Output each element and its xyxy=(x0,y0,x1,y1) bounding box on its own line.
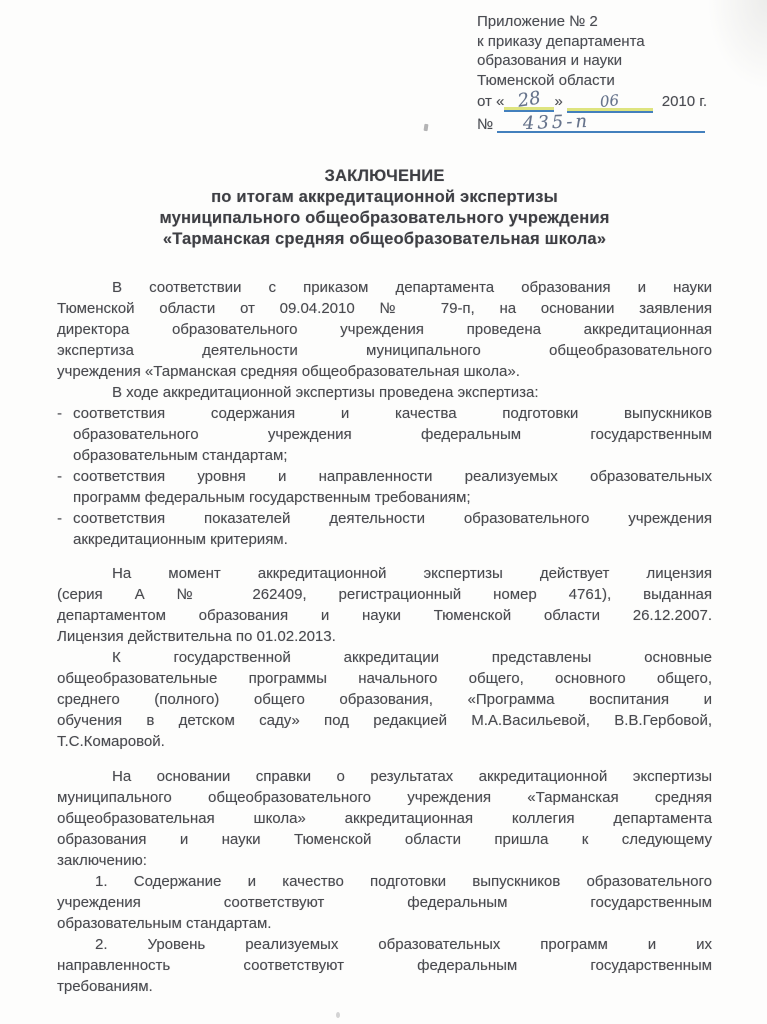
title-line: «Тарманская средняя общеобразовательная школа» xyxy=(162,230,607,248)
paragraph-line: 1. Содержание и качество подготовки выпускников образовательного xyxy=(95,873,712,890)
date-year: 2010 г. xyxy=(661,93,708,111)
list-item-line: соответствия уровня и направленности реализуемых образовательных xyxy=(73,468,712,485)
title-line: ЗАКЛЮЧЕНИЕ xyxy=(324,167,445,185)
appendix-header-block xyxy=(477,12,759,135)
appendix-line: образования и науки xyxy=(477,52,623,70)
paragraph-line: директора образовательного учреждения проведена аккредитационная xyxy=(57,321,712,338)
paragraph-line: На основании справки о результатах аккредитационной экспертизы xyxy=(112,768,712,785)
list-item-line: программ федеральным государственным требованиям; xyxy=(73,489,471,506)
paragraph-line: В ходе аккредитационной экспертизы проведена экспертиза: xyxy=(112,384,539,401)
paragraph-conclusion-1 xyxy=(57,871,712,934)
paragraph-line: общеобразовательная школа» аккредитационная коллегия департамента xyxy=(57,810,712,827)
title-line: по итогам аккредитационной экспертизы xyxy=(211,188,558,206)
paragraph-license xyxy=(57,563,712,647)
paragraph-programs xyxy=(57,647,712,752)
paragraph-line: учреждения «Тарманская средняя общеобразовательная школа». xyxy=(57,363,520,380)
date-day-blank xyxy=(504,87,554,113)
appendix-line: Тюменской области xyxy=(477,71,615,89)
paragraph-line: требованиям. xyxy=(57,978,153,995)
paragraph-conclusion-2 xyxy=(57,934,712,997)
list-item xyxy=(57,403,712,466)
paragraph-line: Тюменской области от 09.04.2010 № 79-п, на основании заявления xyxy=(57,300,712,317)
order-date-line xyxy=(477,87,759,113)
number-blank xyxy=(497,111,705,135)
paragraph-line: учреждения соответствуют федеральным государственным xyxy=(57,894,712,911)
paragraph-expertise-lead xyxy=(57,382,712,403)
handwritten-month: 06 xyxy=(599,91,621,112)
paragraph-line: образовательным стандартам. xyxy=(57,915,272,932)
handwritten-number: 435-п xyxy=(522,111,591,135)
paragraph-line: направленность соответствуют федеральным государственным xyxy=(57,957,712,974)
paragraph-line: Лицензия действительна по 01.02.2013. xyxy=(57,628,336,645)
scan-speck-artifact xyxy=(424,124,429,131)
list-item xyxy=(57,508,712,550)
list-item-line: соответствия показателей деятельности образовательного учреждения xyxy=(73,510,712,527)
paragraph-line: К государственной аккредитации представлены основные xyxy=(112,649,712,666)
paragraph-line: обучения в детском саду» под редакцией М.А.Васильевой, В.В.Гербовой, xyxy=(57,712,712,729)
paragraph-line: среднего (полного) общего образования, «Программа воспитания и xyxy=(57,691,712,708)
paragraph-line: (серия А № 262409, регистрационный номер 4761), выданная xyxy=(57,586,712,603)
paragraph-line: В соответствии с приказом департамента образования и науки xyxy=(112,279,712,296)
list-item xyxy=(57,466,712,508)
list-dash: - xyxy=(57,468,62,485)
list-item-line: образовательным стандартам; xyxy=(73,447,288,464)
list-item-line: образовательного учреждения федеральным государственным xyxy=(73,426,712,443)
date-close-quote: » xyxy=(554,93,563,111)
list-dash: - xyxy=(57,510,62,527)
date-prefix: от « xyxy=(477,93,505,111)
paragraph-line: образования и науки Тюменской области пришла к следующему xyxy=(57,831,712,848)
number-label: № xyxy=(477,116,494,134)
list-item-line: аккредитационным критериям. xyxy=(73,531,288,548)
paragraph-line: департаментом образования и науки Тюменской области 26.12.2007. xyxy=(57,607,712,624)
paragraph-line: Т.С.Комаровой. xyxy=(57,733,165,750)
paragraph-conclusion-lead xyxy=(57,766,712,871)
document-title xyxy=(57,166,712,250)
paragraph-line: экспертиза деятельности муниципального общеобразовательного xyxy=(57,342,712,359)
scan-speck-artifact xyxy=(336,1012,340,1018)
paragraph-line: муниципального общеобразовательного учреждения «Тарманская средняя xyxy=(57,789,712,806)
paragraph-line: общеобразовательные программы начального общего, основного общего, xyxy=(57,670,712,687)
title-line: муниципального общеобразовательного учреждения xyxy=(159,209,610,227)
handwritten-day: 28 xyxy=(516,87,543,113)
list-dash: - xyxy=(57,405,62,422)
paragraph-line: 2. Уровень реализуемых образовательных программ и их xyxy=(95,936,712,953)
appendix-line: Приложение № 2 xyxy=(477,13,598,30)
paragraph-intro xyxy=(57,277,712,382)
paragraph-line: На момент аккредитационной экспертизы действует лицензия xyxy=(112,565,712,582)
document-body xyxy=(57,277,712,997)
list-item-line: соответствия содержания и качества подготовки выпускников xyxy=(73,405,712,422)
order-number-line xyxy=(477,111,759,135)
appendix-line: к приказу департамента xyxy=(477,32,645,50)
paragraph-line: заключению: xyxy=(57,852,147,869)
